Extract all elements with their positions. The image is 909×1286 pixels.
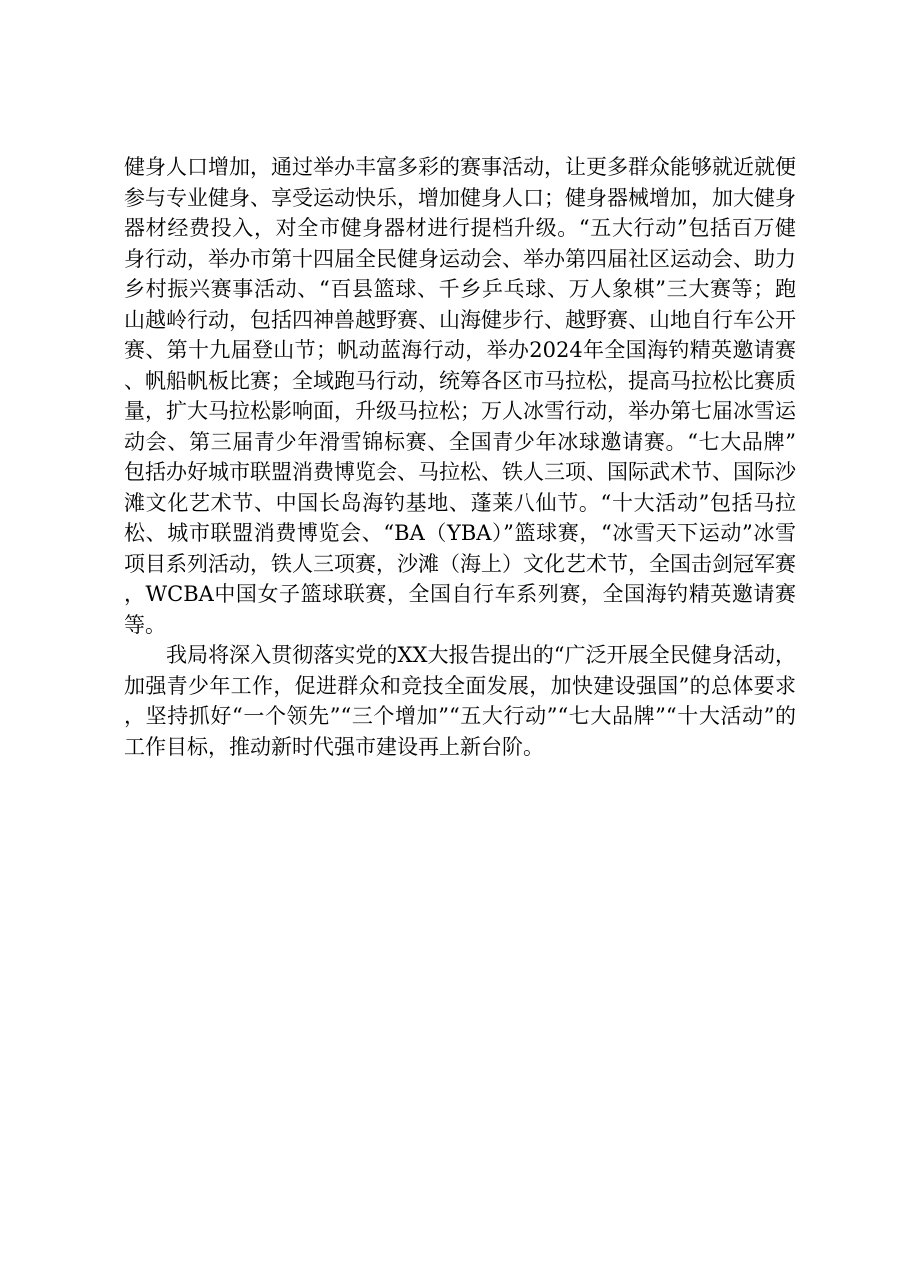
body-paragraph-continued: 健身人口增加，通过举办丰富多彩的赛事活动，让更多群众能够就近就便参与专业健身、享受运动快乐，增加健身人口；健身器械增加，加大健身器材经费投入，对全市健身器材进行提档升级。“五大行动”包括百万健身行动，举办市第十四届全民健身运动会、举办第四届社区运动会、助力乡村振兴赛事活动、“百县篮球、千乡乒乓球、万人象棋”三大赛等；跑山越岭行动，包括四神兽越野赛、山海健步行、越野赛、山地自行车公开赛、第十九届登山节；帆动蓝海行动，举办2024年全国海钓精英邀请赛、帆船帆板比赛；全域跑马行动，统筹各区市马拉松，提高马拉松比赛质量，扩大马拉松影响面，升级马拉松；万人冰雪行动，举办第七届冰雪运动会、第三届青少年滑雪锦标赛、全国青少年冰球邀请赛。“七大品牌”包括办好城市联盟消费博览会、马拉松、铁人三项、国际武术节、国际沙滩文化艺术节、中国长岛海钓基地、蓬莱八仙节。“十大活动”包括马拉松、城市联盟消费博览会、“BA（YBA）”篮球赛，“冰雪天下运动”冰雪项目系列活动，铁人三项赛，沙滩（海上）文化艺术节，全国击剑冠军赛，WCBA中国女子篮球联赛，全国自行车系列赛，全国海钓精英邀请赛等。 <box>124 155 796 637</box>
document-body <box>124 152 796 762</box>
body-paragraph-conclusion: 我局将深入贯彻落实党的XX大报告提出的“广泛开展全民健身活动，加强青少年工作，促进群众和竞技全面发展，加快建设强国”的总体要求，坚持抓好“一个领先”“三个增加”“五大行动”“七大品牌”“十大活动”的工作目标，推动新时代强市建设再上新台阶。 <box>124 643 796 759</box>
